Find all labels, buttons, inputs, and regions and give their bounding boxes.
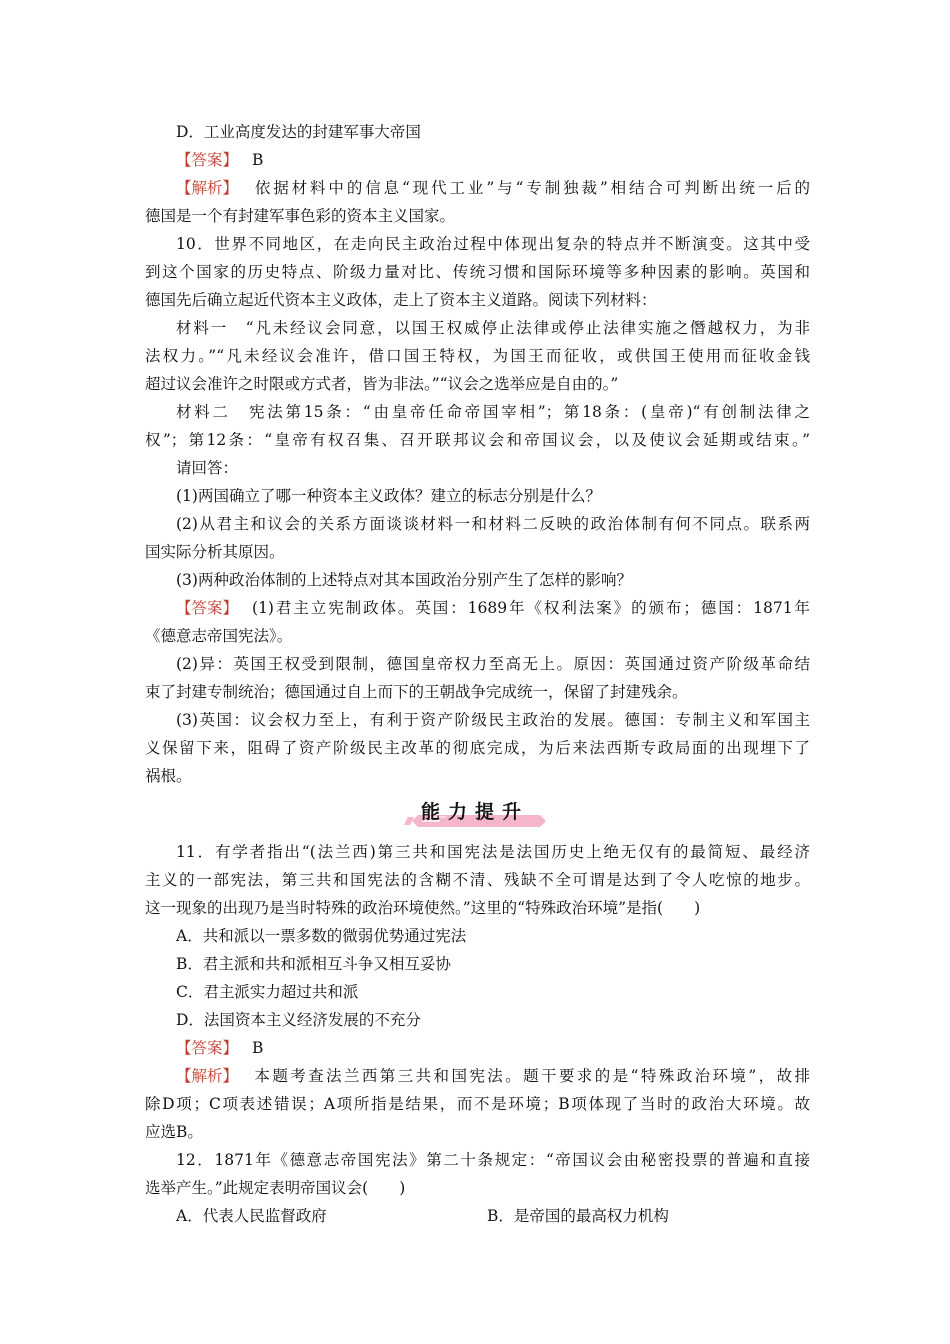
q10-answer-line: 祸根。 <box>145 767 192 785</box>
q10-answer-line: (3)英国：议会权力至上，有利于资产阶级民主政治的发展。德国：专制主义和军国主 <box>176 711 810 729</box>
section-title: 能力提升 <box>420 801 529 823</box>
q10-answer-line: 义保留下来，阻碍了资产阶级民主改革的彻底完成，为后来法西斯专政局面的出现埋下了 <box>145 739 810 757</box>
q9-option-d: D．工业高度发达的封建军事大帝国 <box>176 123 421 141</box>
q10-answer-line: 束了封建专制统治；德国通过自上而下的王朝战争完成统一，保留了封建残余。 <box>145 683 688 701</box>
answer-tag: 【答案】 <box>176 599 239 617</box>
q10-material-1-line: 法权力。”“凡未经议会准许，借口国王特权，为国王而征收，或供国王使用而征收金钱 <box>145 347 810 365</box>
q11-stem-line: 主义的一部宪法，第三共和国宪法的含糊不清、残缺不全可谓是达到了令人吃惊的地步。 <box>145 871 810 889</box>
q9-analysis-line <box>176 174 810 202</box>
q10-subquestion-3: (3)两种政治体制的上述特点对其本国政治分别产生了怎样的影响？ <box>176 571 632 589</box>
q11-stem-line: 11．有学者指出“(法兰西)第三共和国宪法是法国历史上绝无仅有的最简短、最经济 <box>176 843 810 861</box>
q10-answer-line <box>176 594 810 622</box>
q11-option-b: B．君主派和共和派相互斗争又相互妥协 <box>176 955 451 973</box>
q10-subquestion-2: 国实际分析其原因。 <box>145 543 285 561</box>
analysis-text: 本题考查法兰西第三共和国宪法。题干要求的是“特殊政治环境”，故排 <box>252 1067 810 1085</box>
answer-value: B <box>252 151 264 169</box>
answer-tag: 【答案】 <box>176 151 239 169</box>
q11-stem-line: 这一现象的出现乃是当时特殊的政治环境使然。”这里的“特殊政治环境”是指( ) <box>145 899 701 917</box>
q10-subquestion-1: (1)两国确立了哪一种资本主义政体？建立的标志分别是什么？ <box>176 487 601 505</box>
q12-option-b: B．是帝国的最高权力机构 <box>487 1207 669 1225</box>
answer-tag: 【答案】 <box>176 1039 239 1057</box>
q10-material-2-line: 权”；第12条：“皇帝有权召集、召开联邦议会和帝国议会，以及使议会延期或结束。” <box>145 431 810 449</box>
q10-stem-line: 10．世界不同地区，在走向民主政治过程中体现出复杂的特点并不断演变。这其中受 <box>176 235 810 253</box>
q10-answer-line: (2)异：英国王权受到限制，德国皇帝权力至高无上。原因：英国通过资产阶级革命结 <box>176 655 810 673</box>
q11-analysis-line: 应选B。 <box>145 1123 203 1141</box>
q12-stem-line: 选举产生。”此规定表明帝国议会( ) <box>145 1179 406 1197</box>
analysis-tag: 【解析】 <box>176 179 239 197</box>
q10-answer-line: 《德意志帝国宪法》。 <box>145 627 293 645</box>
q9-analysis-line: 德国是一个有封建军事色彩的资本主义国家。 <box>145 207 456 225</box>
q11-option-a: A．共和派以一票多数的微弱优势通过宪法 <box>176 927 467 945</box>
q10-material-1-line: 材料一 “凡未经议会同意，以国王权威停止法律或停止法律实施之僭越权力，为非 <box>176 319 810 337</box>
q12-option-a: A．代表人民监督政府 <box>176 1207 327 1225</box>
q11-option-d: D．法国资本主义经济发展的不充分 <box>176 1011 421 1029</box>
q9-answer <box>176 146 810 174</box>
q10-stem-line: 到这个国家的历史特点、阶级力量对比、传统习惯和国际环境等多种因素的影响。英国和 <box>145 263 810 281</box>
analysis-text: 依据材料中的信息“现代工业”与“专制独裁”相结合可判断出统一后的 <box>252 179 810 197</box>
analysis-tag: 【解析】 <box>176 1067 239 1085</box>
q11-analysis-line <box>176 1062 810 1090</box>
q10-subquestion-2: (2)从君主和议会的关系方面谈谈材料一和材料二反映的政治体制有何不同点。联系两 <box>176 515 810 533</box>
q11-analysis-line: 除D项；C项表述错误；A项所指是结果，而不是环境；B项体现了当时的政治大环境。故 <box>145 1095 810 1113</box>
q10-stem-line: 德国先后确立起近代资本主义政体，走上了资本主义道路。阅读下列材料： <box>145 291 657 309</box>
q12-stem-line: 12．1871年《德意志帝国宪法》第二十条规定：“帝国议会由秘密投票的普遍和直接 <box>176 1151 810 1169</box>
q10-material-2-line: 材料二 宪法第15条：“由皇帝任命帝国宰相”；第18条：(皇帝)“有创制法律之 <box>176 403 810 421</box>
q11-answer <box>176 1034 810 1062</box>
answer-value: B <box>252 1039 264 1057</box>
answer-text: (1)君主立宪制政体。英国：1689年《权利法案》的颁布；德国：1871年 <box>252 599 810 617</box>
q10-prompt: 请回答： <box>176 459 239 477</box>
section-banner <box>400 795 550 829</box>
q11-option-c: C．君主派实力超过共和派 <box>176 983 359 1001</box>
q10-material-1-line: 超过议会准许之时限或方式者，皆为非法。”“议会之选举应是自由的。” <box>145 375 619 393</box>
